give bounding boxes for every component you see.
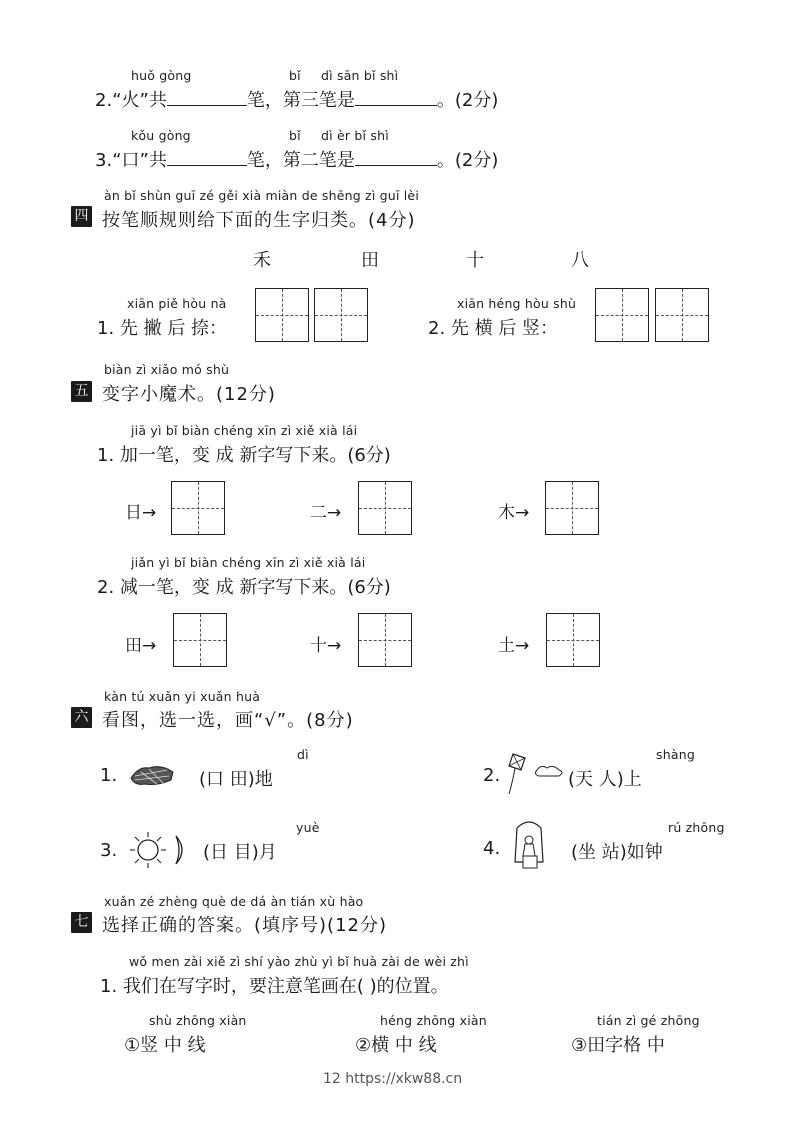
s4-pinyin: àn bǐ shùn guī zé gěi xià miàn de shēng zì guī lèi <box>104 188 419 203</box>
s5-row1-grid-1[interactable] <box>171 481 225 535</box>
q3-pinyin-1: kǒu gòng <box>131 128 191 143</box>
q3-pinyin-2: bǐ <box>289 128 301 143</box>
page-footer: 12 https://xkw88.cn <box>323 1071 463 1087</box>
kite-picture-icon <box>503 750 567 798</box>
s6-q1-number: 1. <box>100 765 118 786</box>
s5-row2-grid-2[interactable] <box>358 613 412 667</box>
s6-q4-text: (坐 站)如钟 <box>571 842 663 863</box>
s4-char-3: 十 <box>466 250 484 271</box>
s6-q4-number: 4. <box>483 838 501 859</box>
s7-opt3-pinyin: tián zì gé zhōng <box>597 1013 700 1028</box>
s6-title: 看图，选一选，画“√”。(8分) <box>102 710 354 731</box>
s5-row1-grid-3[interactable] <box>545 481 599 535</box>
q3-blank-1[interactable] <box>167 151 247 166</box>
s6-q3-pinyin: yuè <box>296 820 320 835</box>
s4-grid-1b[interactable] <box>314 288 368 342</box>
s7-opt3: ③田字格 中 <box>571 1035 665 1056</box>
q2-blank-1[interactable] <box>167 91 247 106</box>
s7-opt2-pinyin: héng zhōng xiàn <box>380 1013 487 1028</box>
s4-char-4: 八 <box>571 250 589 271</box>
q2-pinyin-1: huǒ gòng <box>131 68 192 83</box>
s5-row2-label-3: 土→ <box>498 636 530 656</box>
s6-badge: 六 <box>71 707 92 728</box>
q2-text-c: 。(2分) <box>436 90 499 111</box>
s5-row2-label-2: 十→ <box>310 636 342 656</box>
s5-row1-label-2: 二→ <box>310 503 342 523</box>
s4-title: 按笔顺规则给下面的生字归类。(4分) <box>102 210 416 231</box>
s4-item2: 2. 先 横 后 竖： <box>428 318 559 339</box>
q3-blank-2[interactable] <box>355 151 437 166</box>
q2-pinyin-3: dì sān bǐ shì <box>321 68 399 83</box>
s6-q2-text: (天 人)上 <box>568 769 642 790</box>
s5-badge: 五 <box>71 381 92 402</box>
s4-item1-pinyin: xiān piě hòu nà <box>127 296 227 311</box>
s7-opt1: ①竖 中 线 <box>124 1035 206 1056</box>
q3-text-c: 。(2分) <box>436 150 499 171</box>
q3-text-b: 笔，第二笔是 <box>246 150 355 171</box>
q2-text-a: “火”共 <box>112 90 167 111</box>
s5-title: 变字小魔术。(12分) <box>102 384 276 405</box>
s7-badge: 七 <box>71 912 92 933</box>
s4-grid-2b[interactable] <box>655 288 709 342</box>
q2-pinyin-2: bǐ <box>289 68 301 83</box>
q2-blank-2[interactable] <box>355 91 437 106</box>
s6-q3-number: 3. <box>100 840 118 861</box>
s4-grid-2a[interactable] <box>595 288 649 342</box>
s7-q1: 1. 我们在写字时，要注意笔画在( )的位置。 <box>100 976 449 997</box>
s6-q2-pinyin: shàng <box>656 747 695 762</box>
s6-q3-text: (日 目)月 <box>203 842 277 863</box>
s4-grid-1a[interactable] <box>255 288 309 342</box>
q2-line <box>95 86 498 112</box>
sun-moon-picture-icon <box>128 830 190 870</box>
s6-q2-number: 2. <box>483 765 501 786</box>
s5-row1-label-3: 木→ <box>498 503 530 523</box>
s7-opt2: ②横 中 线 <box>355 1035 437 1056</box>
s5-row1-grid-2[interactable] <box>358 481 412 535</box>
s4-char-2: 田 <box>361 250 379 271</box>
s5-sub2: 2. 减一笔，变 成 新字写下来。(6分) <box>97 577 391 598</box>
s5-row2-label-1: 田→ <box>125 636 157 656</box>
bell-child-picture-icon <box>503 818 555 874</box>
s7-title: 选择正确的答案。(填序号)(12分) <box>102 915 387 936</box>
s5-sub1-pinyin: jiā yì bǐ biàn chéng xīn zì xiě xià lái <box>131 423 358 438</box>
s5-row2-grid-3[interactable] <box>546 613 600 667</box>
s5-row2-grid-1[interactable] <box>173 613 227 667</box>
s6-q1-text: (口 田)地 <box>199 769 273 790</box>
q3-line <box>95 146 498 172</box>
s6-pinyin: kàn tú xuǎn yi xuǎn huà <box>104 689 261 704</box>
q3-number: 3. <box>95 150 113 171</box>
s4-item1: 1. 先 撇 后 捺： <box>97 318 228 339</box>
s5-sub2-pinyin: jiǎn yì bǐ biàn chéng xīn zì xiě xià lái <box>131 555 366 570</box>
s7-opt1-pinyin: shù zhōng xiàn <box>149 1013 247 1028</box>
q2-text-b: 笔，第三笔是 <box>246 90 355 111</box>
s4-char-1: 禾 <box>253 250 271 271</box>
s5-sub1: 1. 加一笔，变 成 新字写下来。(6分) <box>97 445 391 466</box>
q3-text-a: “口”共 <box>112 150 167 171</box>
s4-item2-pinyin: xiān héng hòu shù <box>457 296 577 311</box>
s7-q1-pinyin: wǒ men zài xiě zì shí yào zhù yì bǐ huà zài de wèi zhì <box>129 954 469 969</box>
q3-pinyin-3: dì èr bǐ shì <box>321 128 389 143</box>
s5-row1-label-1: 日→ <box>125 503 157 523</box>
s7-pinyin: xuǎn zé zhèng què de dá àn tián xù hào <box>104 894 364 909</box>
q2-number: 2. <box>95 90 113 111</box>
s6-q4-pinyin: rú zhōng <box>668 820 725 835</box>
s4-badge: 四 <box>71 206 92 227</box>
s6-q1-pinyin: dì <box>297 747 309 762</box>
field-picture-icon <box>127 758 177 790</box>
s5-pinyin: biàn zì xiǎo mó shù <box>104 362 230 377</box>
